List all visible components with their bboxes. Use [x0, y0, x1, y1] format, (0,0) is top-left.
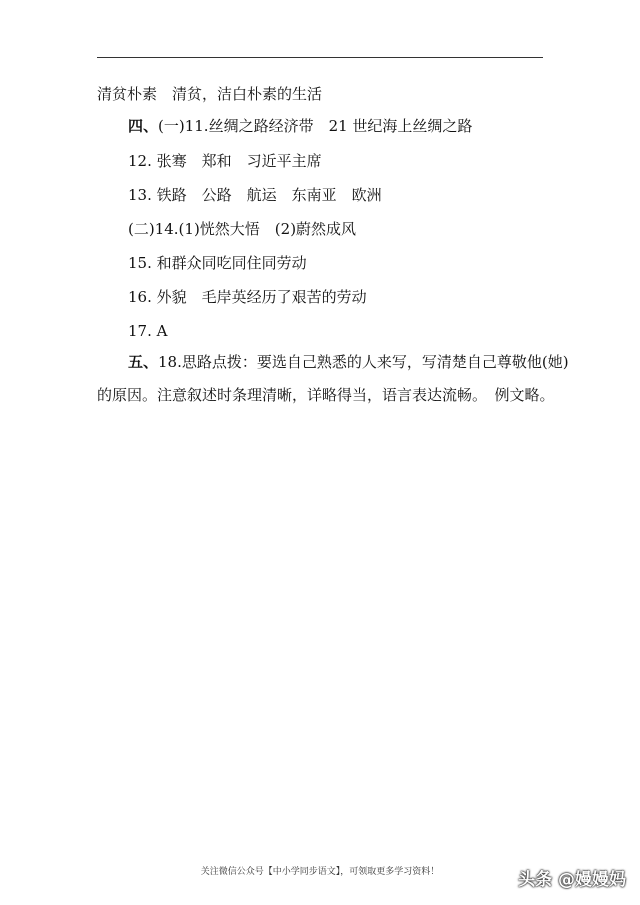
- answer-line-6: [128, 253, 307, 273]
- answer-line-1: [97, 84, 322, 104]
- answer-line-10: [97, 385, 555, 405]
- answer-text: 13. 铁路 公路 航运 东南亚 欧洲: [128, 186, 382, 204]
- answer-line-9: [128, 352, 569, 372]
- source-watermark: 头条 @嫚嫚妈: [518, 870, 626, 890]
- section-number: 四、: [128, 117, 159, 135]
- header-rule: [97, 57, 543, 58]
- answer-text: 清贫朴素 清贫，洁白朴素的生活: [97, 85, 323, 103]
- answer-line-8: [128, 321, 167, 341]
- section-number: 五、: [128, 353, 159, 371]
- answer-text: (一)11.丝绸之路经济带 21 世纪海上丝绸之路: [158, 117, 473, 135]
- answer-text: 18.思路点拨：要选自己熟悉的人来写，写清楚自己尊敬他(她): [158, 353, 569, 371]
- footer-note: 关注微信公众号【中小学同步语文】，可领取更多学习资料！: [200, 867, 440, 877]
- answer-line-3: [128, 151, 322, 171]
- answer-line-5: [128, 219, 356, 239]
- answer-text: 的原因。注意叙述时条理清晰，详略得当，语言表达流畅。 例文略。: [97, 386, 555, 404]
- answer-text: 15. 和群众同吃同住同劳动: [128, 254, 307, 272]
- answer-line-2: [128, 116, 472, 136]
- answer-line-4: [128, 185, 382, 205]
- answer-text: 16. 外貌 毛岸英经历了艰苦的劳动: [128, 288, 367, 306]
- answer-text: (二)14.(1)恍然大悟 (2)蔚然成风: [128, 220, 357, 238]
- answer-text: 17. A: [128, 322, 168, 340]
- answer-line-7: [128, 287, 367, 307]
- answer-text: 12. 张骞 郑和 习近平主席: [128, 152, 322, 170]
